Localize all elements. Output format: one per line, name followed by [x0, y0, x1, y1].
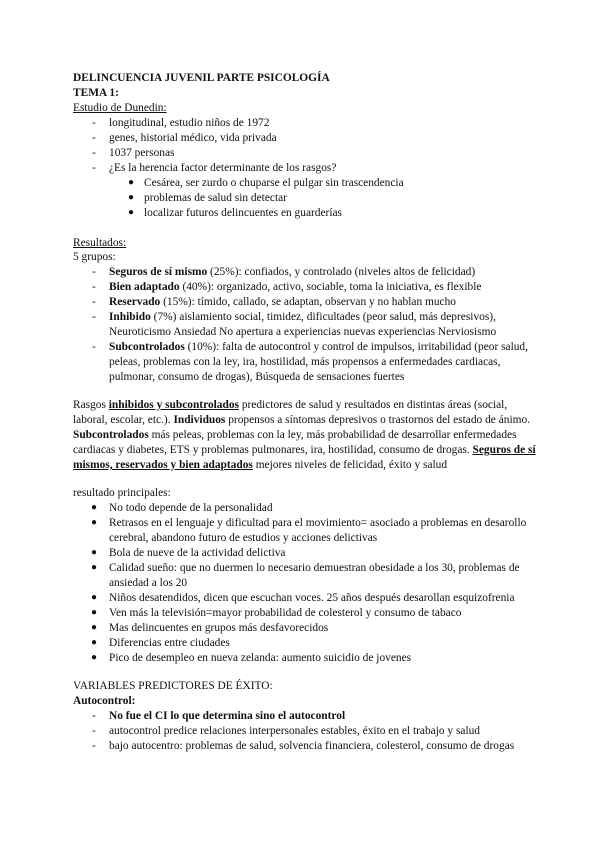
bullet-icon: ● — [91, 592, 98, 603]
group-desc-cont: peleas, problemas con la ley, ira, hostilidad, más propensos a enfermedades cardiacas, — [109, 356, 501, 368]
list-item-cont: ansiedad a los 20 — [109, 577, 188, 589]
dash-marker: - — [92, 117, 96, 129]
text-run: más peleas, problemas con la ley, más probabilidad de desarrollar enfermedades — [148, 429, 517, 441]
list-item: Ven más la televisión=mayor probabilidad de colesterol y consumo de tabaco — [109, 607, 462, 619]
dash-marker: - — [92, 147, 96, 159]
bullet-icon: ● — [128, 192, 135, 203]
bullet-icon: ● — [91, 622, 98, 633]
text-run: cardiacas y diabetes, ETS y problemas pulmonares, ira, hostilidad, consumo de drogas. — [73, 444, 473, 456]
paragraph-line — [73, 428, 517, 442]
text-run-bold: inhibidos y subcontrolados — [108, 399, 239, 411]
bullet-icon: ● — [91, 547, 98, 558]
group-item — [109, 310, 496, 324]
bullet-icon: ● — [128, 207, 135, 218]
group-name: Reservado — [109, 296, 161, 308]
group-desc: (10%): falta de autocontrol y control de impulsos, irritabilidad (peor salud, — [184, 341, 528, 353]
bullet-icon: ● — [91, 502, 98, 513]
group-desc-cont: Neuroticismo Ansiedad No apertura a experiencias nuevas experiencias Nerviosismo — [109, 326, 497, 338]
list-item: autocontrol predice relaciones interpersonales estables, éxito en el trabajo y salud — [109, 725, 481, 737]
text-run-bold: Subcontrolados — [73, 429, 149, 441]
group-item — [109, 295, 456, 309]
group-item — [109, 340, 528, 354]
list-item: Retrasos en el lenguaje y dificultad para el movimiento= asociado a problemas en desarollo — [109, 517, 527, 529]
group-name: Seguros de sí mismo — [109, 266, 208, 278]
grupos-label: 5 grupos: — [73, 251, 116, 263]
group-item — [109, 265, 475, 279]
list-item: genes, historial médico, vida privada — [109, 132, 277, 144]
dash-marker: - — [92, 266, 96, 278]
group-name: Bien adaptado — [109, 281, 180, 293]
list-item: Diferencias entre ciudades — [109, 637, 230, 649]
group-desc-cont: pulmonar, consumo de drogas), Búsqueda de sensaciones fuertes — [109, 371, 405, 383]
text-run: predictores de salud y resultados en distintas áreas (social, — [238, 399, 508, 411]
group-desc: (40%): organizado, activo, sociable, toma la iniciativa, es flexible — [179, 281, 482, 293]
list-item: Calidad sueño: que no duermen lo necesario demuestran obesidade a los 30, problemas de — [109, 562, 520, 574]
paragraph-line — [73, 443, 536, 457]
list-item: Mas delincuentes en grupos más desfavorecidos — [109, 622, 329, 634]
text-run: laboral, escolar, etc.). — [73, 414, 174, 426]
dunedin-heading: Estudio de Dunedin: — [73, 102, 167, 114]
list-subitem: Cesárea, ser zurdo o chuparse el pulgar sin trascendencia — [144, 177, 404, 189]
dash-marker: - — [92, 281, 96, 293]
list-subitem: problemas de salud sin detectar — [144, 192, 287, 204]
text-run: mejores niveles de felicidad, éxito y salud — [252, 459, 448, 471]
bullet-icon: ● — [91, 607, 98, 618]
dash-marker: - — [92, 311, 96, 323]
list-item: bajo autocentro: problemas de salud, solvencia financiera, colesterol, consumo de drogas — [109, 740, 515, 752]
text-run: propensos a síntomas depresivos o trastornos del estado de ánimo. — [225, 414, 531, 426]
group-item — [109, 280, 481, 294]
bullet-icon: ● — [91, 562, 98, 573]
list-item: ¿Es la herencia factor determinante de los rasgos? — [109, 162, 337, 174]
principales-heading: resultado principales: — [73, 487, 171, 499]
dash-marker: - — [92, 725, 96, 737]
variables-heading: VARIABLES PREDICTORES DE ÉXITO: — [73, 680, 273, 692]
text-run: Rasgos — [73, 399, 109, 411]
list-item: Bola de nueve de la actividad delictiva — [109, 547, 286, 559]
paragraph-line — [73, 458, 447, 472]
list-item: Pico de desempleo en nueva zelanda: aumento suicidio de jovenes — [109, 652, 412, 664]
doc-title: DELINCUENCIA JUVENIL PARTE PSICOLOGÍA — [73, 72, 330, 84]
dash-marker: - — [92, 710, 96, 722]
autocontrol-heading: Autocontrol: — [73, 695, 136, 707]
list-subitem: localizar futuros delincuentes en guarderías — [144, 207, 342, 219]
bullet-icon: ● — [91, 637, 98, 648]
group-name: Inhibido — [109, 311, 151, 323]
group-name: Subcontrolados — [109, 341, 185, 353]
tema-heading: TEMA 1: — [73, 87, 119, 99]
group-desc: (25%): confiados, y controlado (niveles altos de felicidad) — [207, 266, 476, 278]
text-run-bold: mismos, reservados y bien adaptados — [73, 459, 253, 471]
dash-marker: - — [92, 740, 96, 752]
group-desc: (15%): tímido, callado, se adaptan, observan y no hablan mucho — [160, 296, 457, 308]
list-item: No todo depende de la personalidad — [109, 502, 273, 514]
bullet-icon: ● — [128, 177, 135, 188]
list-item: Niños desatendidos, dicen que escuchan voces. 25 años después desarollan esquizofrenia — [109, 592, 515, 604]
bullet-icon: ● — [91, 652, 98, 663]
list-item: 1037 personas — [109, 147, 175, 159]
dash-marker: - — [92, 341, 96, 353]
text-run-bold: Individuos — [173, 414, 226, 426]
paragraph-line — [73, 398, 507, 412]
group-desc: (7%) aislamiento social, timidez, dificultades (peor salud, más depresivos), — [150, 311, 496, 323]
bullet-icon: ● — [91, 517, 98, 528]
list-item-cont: cerebral, abandono futuro de estudios y acciones delictivas — [109, 532, 378, 544]
dash-marker: - — [92, 162, 96, 174]
list-item: longitudinal, estudio niños de 1972 — [109, 117, 270, 129]
dash-marker: - — [92, 132, 96, 144]
paragraph-line — [73, 413, 530, 427]
text-run-bold: Seguros de sí — [472, 444, 536, 456]
list-item: No fue el CI lo que determina sino el autocontrol — [109, 710, 346, 722]
resultados-heading: Resultados: — [73, 237, 127, 249]
dash-marker: - — [92, 296, 96, 308]
